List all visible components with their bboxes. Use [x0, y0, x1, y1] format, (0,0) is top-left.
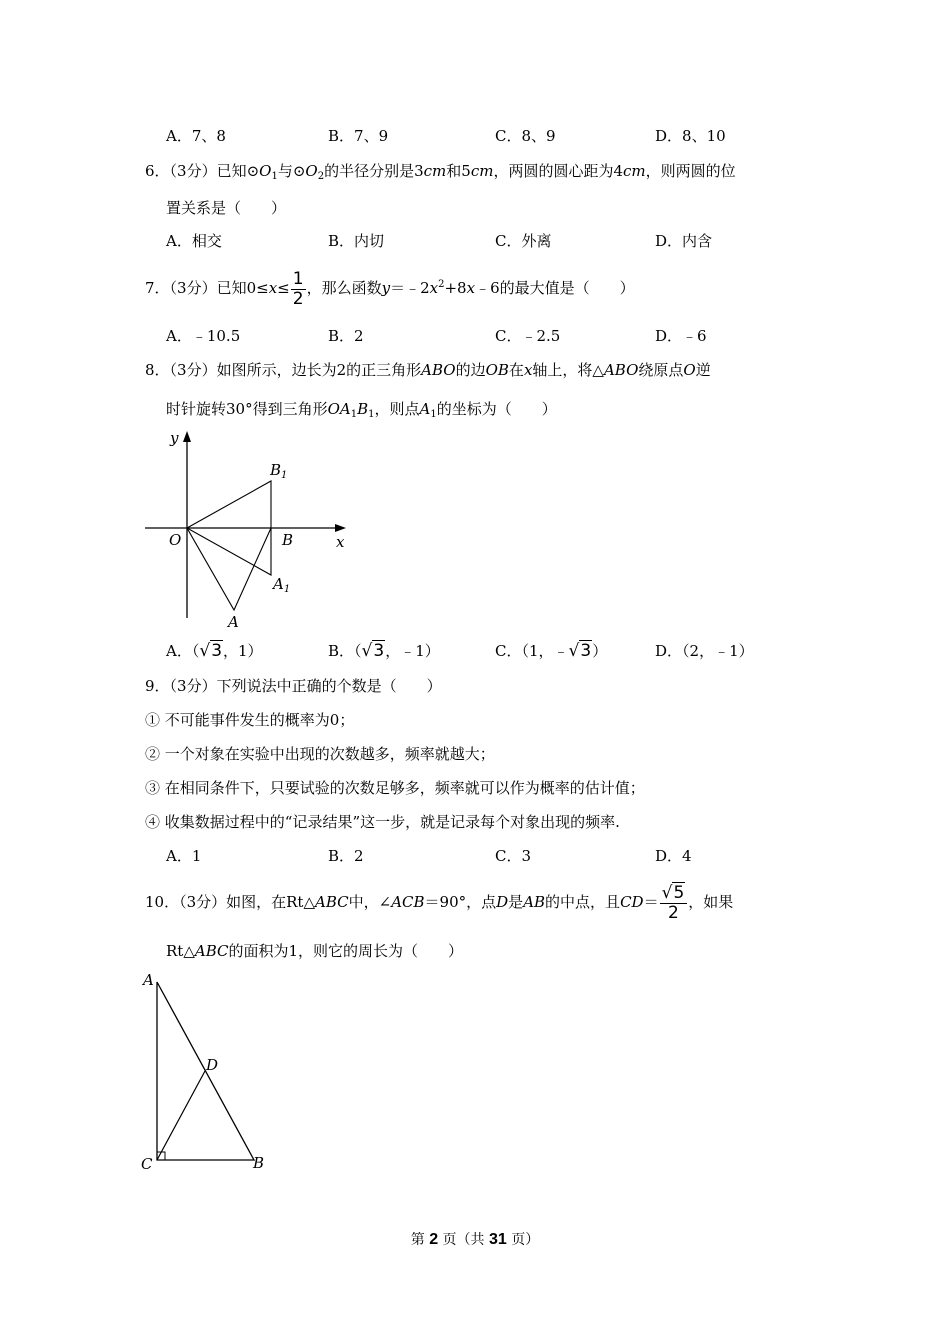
q8-x-arrow-icon	[335, 524, 346, 532]
current-page-number: 2	[429, 1231, 439, 1248]
q9-option-c: C．3	[495, 847, 532, 865]
q7-option-b: B．2	[328, 327, 364, 345]
q8-option-d: D．（2，﹣1）	[655, 642, 754, 660]
q8-label-x: x	[336, 533, 345, 551]
q6-stem-line1: 6．（3分）已知$⊙O_1$与$⊙O_2$的半径分别是3cm和5cm，两圆的圆心距为4cm，则两圆的位	[145, 162, 736, 182]
q8-sqrt-icon: √3	[361, 641, 385, 661]
q5-option-a: A．7、8	[166, 127, 226, 145]
q9-statement-3: ③ 在相同条件下，只要试验的次数足够多，频率就可以作为概率的估计值；	[145, 779, 645, 797]
q10-fraction: $\frac{√5}{2}$	[660, 885, 688, 922]
q7-option-a: A．﹣10.5	[166, 327, 241, 345]
q8-sqrt-icon: √3	[199, 641, 223, 661]
q5-option-d: D．8、10	[655, 127, 726, 145]
q6-option-c: C．外离	[495, 232, 552, 250]
q9-option-b: B．2	[328, 847, 364, 865]
q8-stem-line1: 8．（3分）如图所示，边长为2的正三角形ABO的边OB在x轴上，将△ABO绕原点O逆	[145, 361, 711, 379]
q8-sqrt-icon: √3	[568, 641, 592, 661]
q7-option-c: C．﹣2.5	[495, 327, 561, 345]
q6-option-b: B．内切	[328, 232, 385, 250]
q10-stem-line1: 10．（3分）如图，在Rt△ABC中，∠ACB＝90°，点D是AB的中点，且CD＝ $\frac{√5}{2}$ ，如果	[145, 882, 734, 923]
q8-option-b: B．（√3，﹣1）	[328, 641, 440, 661]
q8-y-arrow-icon	[183, 431, 191, 442]
q8-option-c: C．（1，﹣√3）	[495, 641, 608, 661]
q10-sqrt-icon: √5	[661, 882, 685, 903]
q7-stem: 7．（3分）已知0≤x≤ $\frac{1}{2}$ ，那么函数$y=﹣2x^2+8x﹣6$的最大值是（ ）	[145, 268, 635, 309]
q8-option-a: A．（√3，1）	[166, 641, 263, 661]
q9-option-d: D．4	[655, 847, 692, 865]
q7-option-d: D．﹣6	[655, 327, 707, 345]
q10-label-d: D	[206, 1056, 219, 1074]
q8-label-a1: $A_1$	[273, 575, 291, 595]
q10-label-c: C	[141, 1155, 153, 1173]
q5-option-b: B．7、9	[328, 127, 389, 145]
q8-stem-line2: 时针旋转30°得到三角形$OA_1B_1$，则点$A_1$的坐标为（ ）	[166, 400, 557, 420]
q9-stem: 9．（3分）下列说法中正确的个数是（ ）	[145, 677, 442, 695]
q9-statement-4: ④ 收集数据过程中的“记录结果”这一步，就是记录每个对象出现的频率.	[145, 813, 620, 831]
q5-option-c: C．8、9	[495, 127, 556, 145]
q9-statement-2: ② 一个对象在实验中出现的次数越多，频率就越大；	[145, 745, 495, 763]
q9-statement-1: ① 不可能事件发生的概率为0；	[145, 711, 355, 729]
q8-rotation-figure	[140, 425, 360, 635]
q8-label-y: y	[170, 429, 179, 447]
q6-option-a: A．相交	[166, 232, 222, 250]
q9-option-a: A．1	[166, 847, 202, 865]
q10-median-cd	[157, 1071, 205, 1160]
q10-label-a: A	[143, 971, 154, 989]
q10-label-b: B	[253, 1154, 265, 1172]
q8-triangle-abo	[187, 528, 271, 610]
q8-label-b: B	[282, 531, 294, 549]
q8-label-b1: $B_1$	[270, 461, 288, 481]
q10-triangle-figure	[138, 968, 278, 1178]
q7-fraction: $\frac{1}{2}$	[292, 268, 304, 309]
q10-stem-line2: Rt△ABC的面积为1，则它的周长为（ ）	[166, 942, 464, 960]
q6-stem-line2: 置关系是（ ）	[166, 199, 287, 217]
total-page-number: 31	[489, 1231, 507, 1248]
q8-label-o: O	[169, 531, 182, 549]
page-footer: 第 2 页（共 31 页）	[410, 1231, 540, 1248]
q6-option-d: D．内含	[655, 232, 713, 250]
q8-label-a: A	[228, 613, 239, 631]
